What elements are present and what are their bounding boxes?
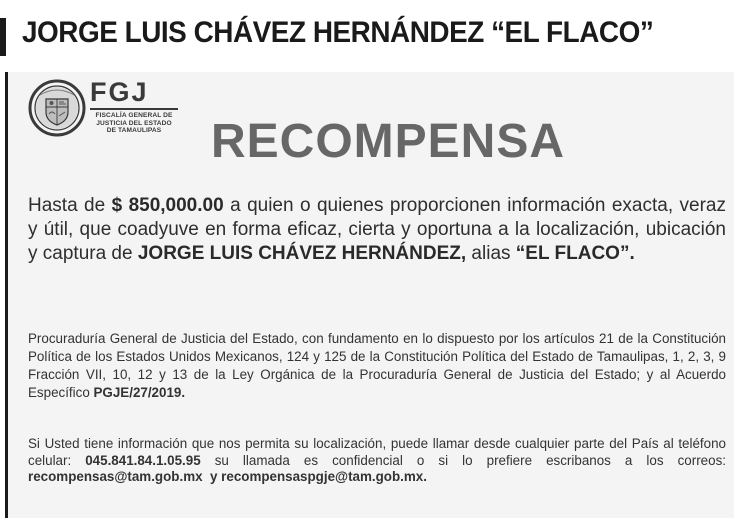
contact-intro: Si Usted tiene información que nos permita su localización, puede llamar desde cualquier parte del País al teléfono celular: bbox=[28, 436, 726, 468]
headline-accent-bar bbox=[0, 18, 6, 56]
wanted-person-alias: “EL FLACO”. bbox=[515, 243, 635, 264]
email-recompensaspgje: recompensaspgje@tam.gob.mx. bbox=[221, 469, 427, 484]
legal-paragraph bbox=[28, 330, 726, 402]
logo-subtitle-line: JUSTICIA DEL ESTADO bbox=[96, 119, 172, 127]
contact-paragraph bbox=[28, 436, 726, 486]
reward-poster bbox=[5, 72, 734, 518]
logo-acronym: FGJ bbox=[90, 77, 149, 107]
legal-basis: Procuraduría General de Justicia del Estado, con fundamento en lo dispuesto por los artículos 21 de la Constitución Política de los Estados Unidos Mexicanos, 124 y 125 de la Constitución Política del Estado de Tamaulipas, 1, 2, 3, 9 Fracción VII, 10, 12 y 13 de la Ley Orgánica de la Procuraduría General de Justicia del Estado; y al Acuerdo Específico bbox=[28, 331, 726, 400]
logo-subtitle-line: DE TAMAULIPAS bbox=[106, 127, 162, 135]
reward-paragraph bbox=[28, 194, 726, 266]
contact-middle: su llamada es confidencial o si lo prefiere escribanos a los correos: bbox=[200, 452, 726, 468]
reward-description: a quien o quienes proporcionen información exacta, veraz y útil, que coadyuve en forma eficaz, cierta y oportuna a la localización, ubicación y captura de bbox=[28, 195, 726, 264]
poster-title: RECOMPENSA bbox=[210, 115, 566, 168]
logo-subtitle-line: FISCALÍA GENERAL DE bbox=[95, 112, 173, 119]
phone-number: 045.841.84.1.05.95 bbox=[85, 452, 201, 468]
wanted-person-name: JORGE LUIS CHÁVEZ HERNÁNDEZ, bbox=[137, 243, 467, 264]
email-recompensas: recompensas@tam.gob.mx bbox=[28, 469, 203, 484]
email-conjunction: y bbox=[202, 469, 222, 484]
reward-amount: $ 850,000.00 bbox=[111, 195, 224, 216]
headline: JORGE LUIS CHÁVEZ HERNÁNDEZ “EL FLACO” bbox=[22, 16, 654, 49]
logo-divider bbox=[90, 108, 178, 110]
reward-prefix: Hasta de bbox=[28, 195, 112, 216]
agreement-number: PGJE/27/2019. bbox=[93, 385, 186, 400]
alias-prefix: alias bbox=[466, 243, 516, 264]
